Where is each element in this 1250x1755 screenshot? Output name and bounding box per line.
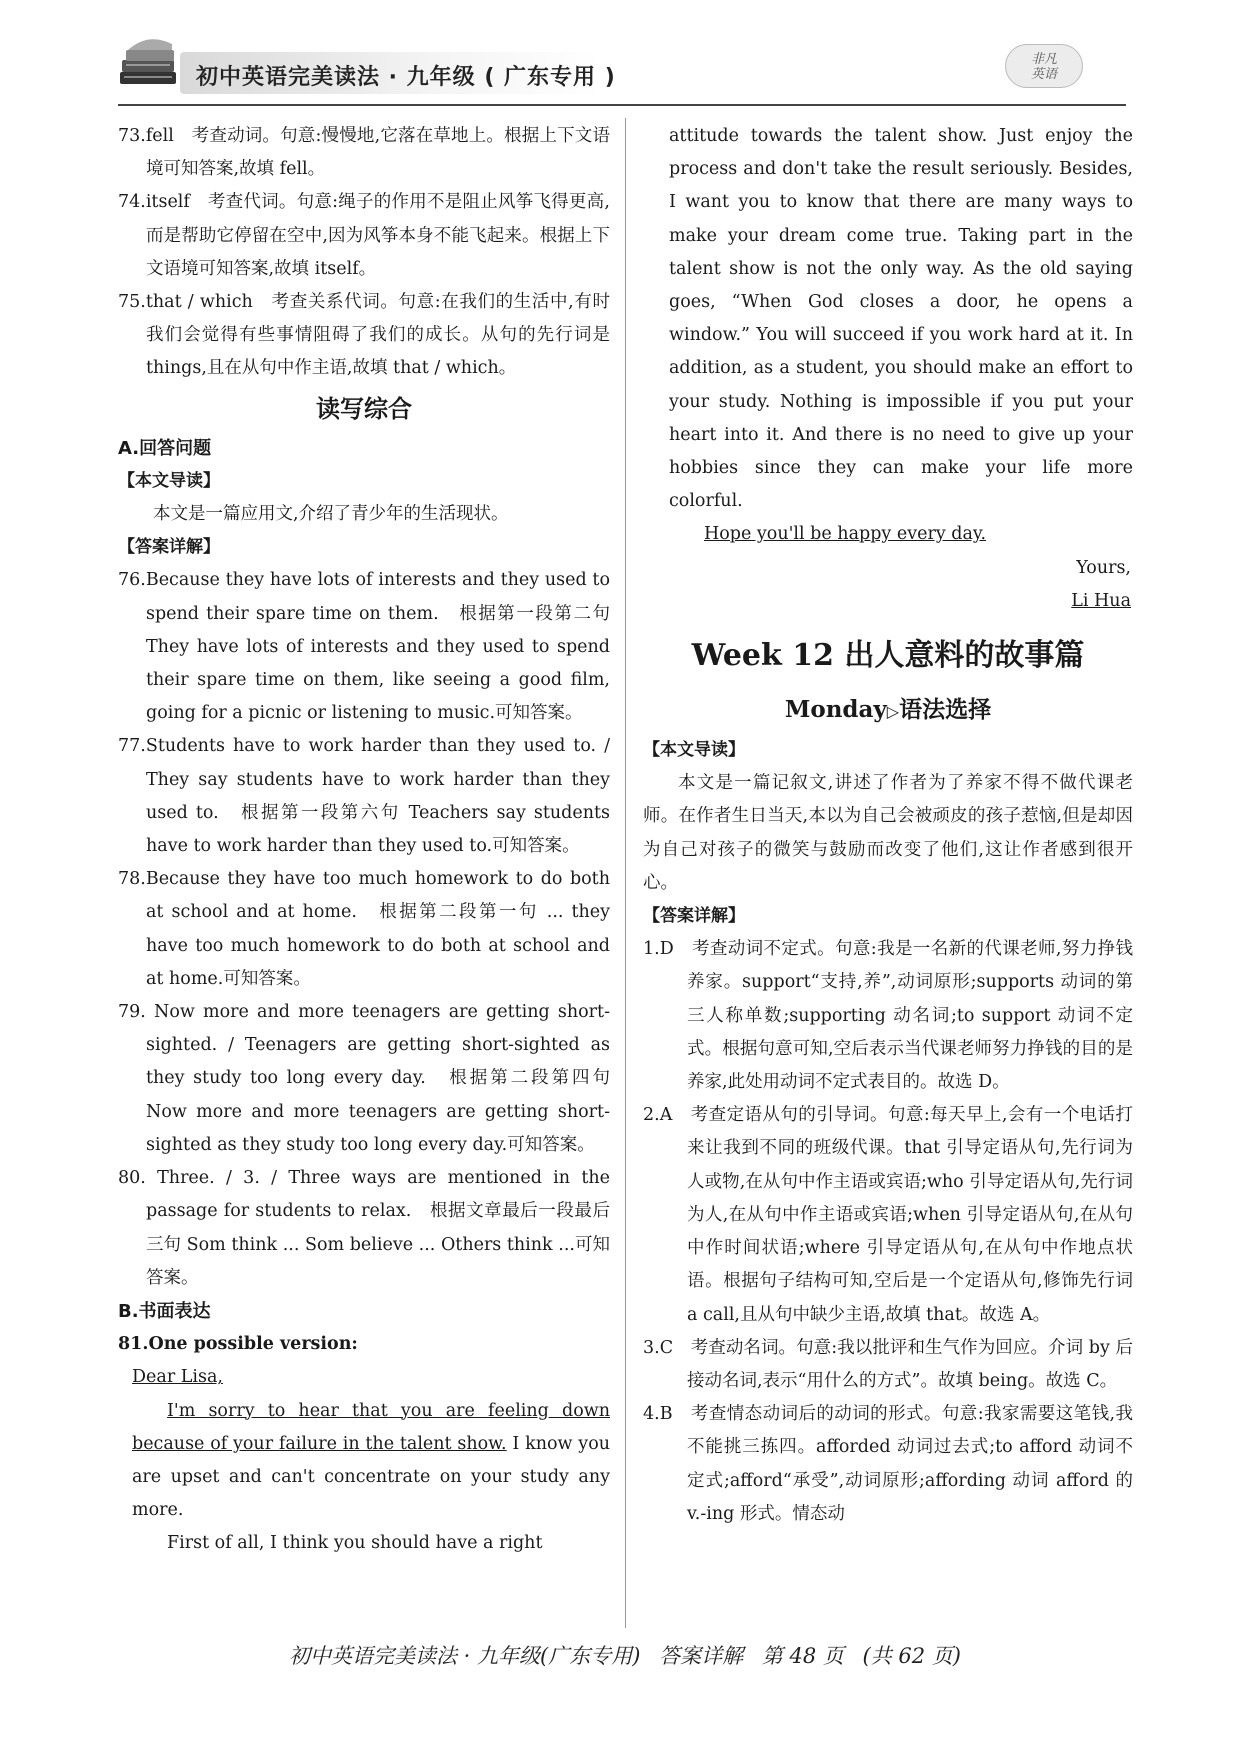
- part-a-heading: A.回答问题: [118, 437, 212, 459]
- header-rule: [118, 104, 1126, 106]
- brand-line1: 非凡: [1030, 52, 1057, 67]
- guide-text-right: 本文是一篇记叙文,讲述了作者为了养家不得不做代课老师。在作者生日当天,本以为自己会被顽皮的孩子惹恼,但是却因为自己对孩子的微笑与鼓励而改变了他们,这让作者感到很开心。: [643, 773, 1133, 893]
- left-column: [118, 120, 610, 1561]
- day-title: [643, 688, 1133, 734]
- week-title: Week 12 出人意料的故事篇: [691, 638, 1085, 674]
- page-header: [0, 0, 1250, 110]
- answer-3: 3.C 考查动名词。句意:我以批评和生气作为回应。介词 by 后接动名词,表示“用什么的方式”。故填 being。故选 C。: [643, 1337, 1133, 1391]
- footer-section: 答案详解: [659, 1644, 744, 1668]
- brand-logo: [1005, 44, 1083, 88]
- day-subtitle: 语法选择: [899, 696, 992, 724]
- letter-signature: [643, 585, 1133, 618]
- triangle-arrow-icon: ▷: [886, 702, 900, 722]
- answer-77: 77.Students have to work harder than they used to. / They say students have to work harder than they used to. 根据第一段第六句 Teachers say students have to work harder than they used to.可知答案。: [118, 736, 610, 857]
- page-footer: [0, 1640, 1250, 1670]
- guide-label-right: 【本文导读】: [643, 740, 745, 761]
- letter-closing-text: Hope you'll be happy every day.: [704, 524, 987, 545]
- letter-paragraph-1: [118, 1395, 610, 1528]
- letter-closing: [643, 518, 1133, 551]
- header-title: 初中英语完美读法 · 九年级 ( 广东专用 ): [196, 65, 616, 90]
- letter-opening-sentence: I'm sorry to hear that you are feeling down because of your failure in the talent show.: [132, 1400, 610, 1454]
- answer-2: 2.A 考查定语从句的引导词。句意:每天早上,会有一个电话打来让我到不同的班级代课。that 引导定语从句,先行词为人或物,在从句中作主语或宾语;who 引导定语从句,先行词为人,在从句中作主语或宾语;when 引导定语从句,在从句中作时间状语;where 引导定语从句,在从句中作地点状语。根据句子结构可知,空后是一个定语从句,修饰先行词 a call,且从句中缺少主语,故填 that。故选 A。: [643, 1105, 1133, 1325]
- answer-78: 78.Because they have too much homework to do both at school and at home. 根据第二段第一句 ... they have too much homework to do both at school and at home.可知答案。: [118, 869, 610, 989]
- answer-76: 76.Because they have lots of interests and they used to spend their spare time on them. 根据第一段第二句 They have lots of interests and they used to spend their spare time on them, like seeing a good film, going for a picnic or listening to music.可知答案。: [118, 570, 610, 724]
- signature-name: Li Hua: [1071, 590, 1131, 611]
- answer-1: 1.D 考查动词不定式。句意:我是一名新的代课老师,努力挣钱养家。support“支持,养”,动词原形;supports 动词的第三人称单数;supporting 动名词;to support 动词不定式。根据句意可知,空后表示当代课老师努力挣钱的目的是养家,此处用动词不定式表目的。故选 D。: [643, 939, 1133, 1093]
- answer-4: 4.B 考查情态动词后的动词的形式。句意:我家需要这笔钱,我不能挑三拣四。afforded 动词过去式;to afford 动词不定式;afford“承受”,动词原形;affording 动词 afford 的 v.-ing 形式。情态动: [643, 1404, 1133, 1524]
- footer-page-number: 第 48 页: [761, 1644, 844, 1668]
- answer-74: 74.itself 考查代词。句意:绳子的作用不是阻止风筝飞得更高,而是帮助它停留在空中,因为风筝本身不能飞起来。根据上下文语境可知答案,故填 itself。: [118, 192, 610, 279]
- guide-text: 本文是一篇应用文,介绍了青少年的生活现状。: [153, 504, 509, 525]
- letter-paragraph-2-start: First of all, I think you should have a right: [167, 1533, 543, 1554]
- footer-total-pages: (共 62 页): [862, 1644, 962, 1668]
- brand-line2: 英语: [1030, 67, 1057, 82]
- day-name: Monday: [784, 696, 887, 724]
- section-title: 读写综合: [316, 394, 412, 423]
- answer-81-label: 81.One possible version:: [118, 1334, 358, 1355]
- answer-73: 73.fell 考查动词。句意:慢慢地,它落在草地上。根据上下文语境可知答案,故填 fell。: [118, 126, 610, 180]
- part-b-heading: B.书面表达: [118, 1300, 211, 1322]
- book-stack-icon: [118, 30, 182, 90]
- guide-label: 【本文导读】: [118, 470, 220, 491]
- answer-label-right: 【答案详解】: [643, 906, 745, 927]
- answer-79: 79. Now more and more teenagers are getting short-sighted. / Teenagers are getting short-sighted as they study too long every day. 根据第二段第四句 Now more and more teenagers are getting short-sighted as they study too long every day.可知答案。: [118, 1002, 610, 1155]
- salutation-text: Dear Lisa,: [132, 1367, 223, 1388]
- footer-title: 初中英语完美读法 · 九年级(广东专用): [288, 1644, 641, 1668]
- answer-label: 【答案详解】: [118, 537, 220, 558]
- letter-paragraph-1-rest: I know you are upset and can't concentrate on your study any more.: [132, 1433, 610, 1521]
- letter-paragraph-2-cont: attitude towards the talent show. Just enjoy the process and don't take the result seriously. Besides, I want you to know that there are many ways to make your dream come true. Taking part in the talent show is not the only way. As the old saying goes, “When God closes a door, he opens a window.” You will succeed if you work hard at it. In addition, as a student, you should make an effort to your study. Nothing is impossible if you put your heart into it. And there is no need to give up your hobbies since they can make your life more colorful.: [669, 126, 1133, 512]
- column-divider: [625, 118, 626, 1628]
- right-column: [643, 120, 1133, 1531]
- answer-80: 80. Three. / 3. / Three ways are mentioned in the passage for students to relax. 根据文章最后一段最后三句 Som think ... Som believe ... Others think ...可知答案。: [118, 1168, 610, 1288]
- letter-yours: Yours,: [1076, 557, 1131, 578]
- letter-salutation: [118, 1361, 610, 1394]
- answer-75: 75.that / which 考查关系代词。句意:在我们的生活中,有时我们会觉得有些事情阻碍了我们的成长。从句的先行词是 things,且在从句中作主语,故填 that / which。: [118, 292, 610, 379]
